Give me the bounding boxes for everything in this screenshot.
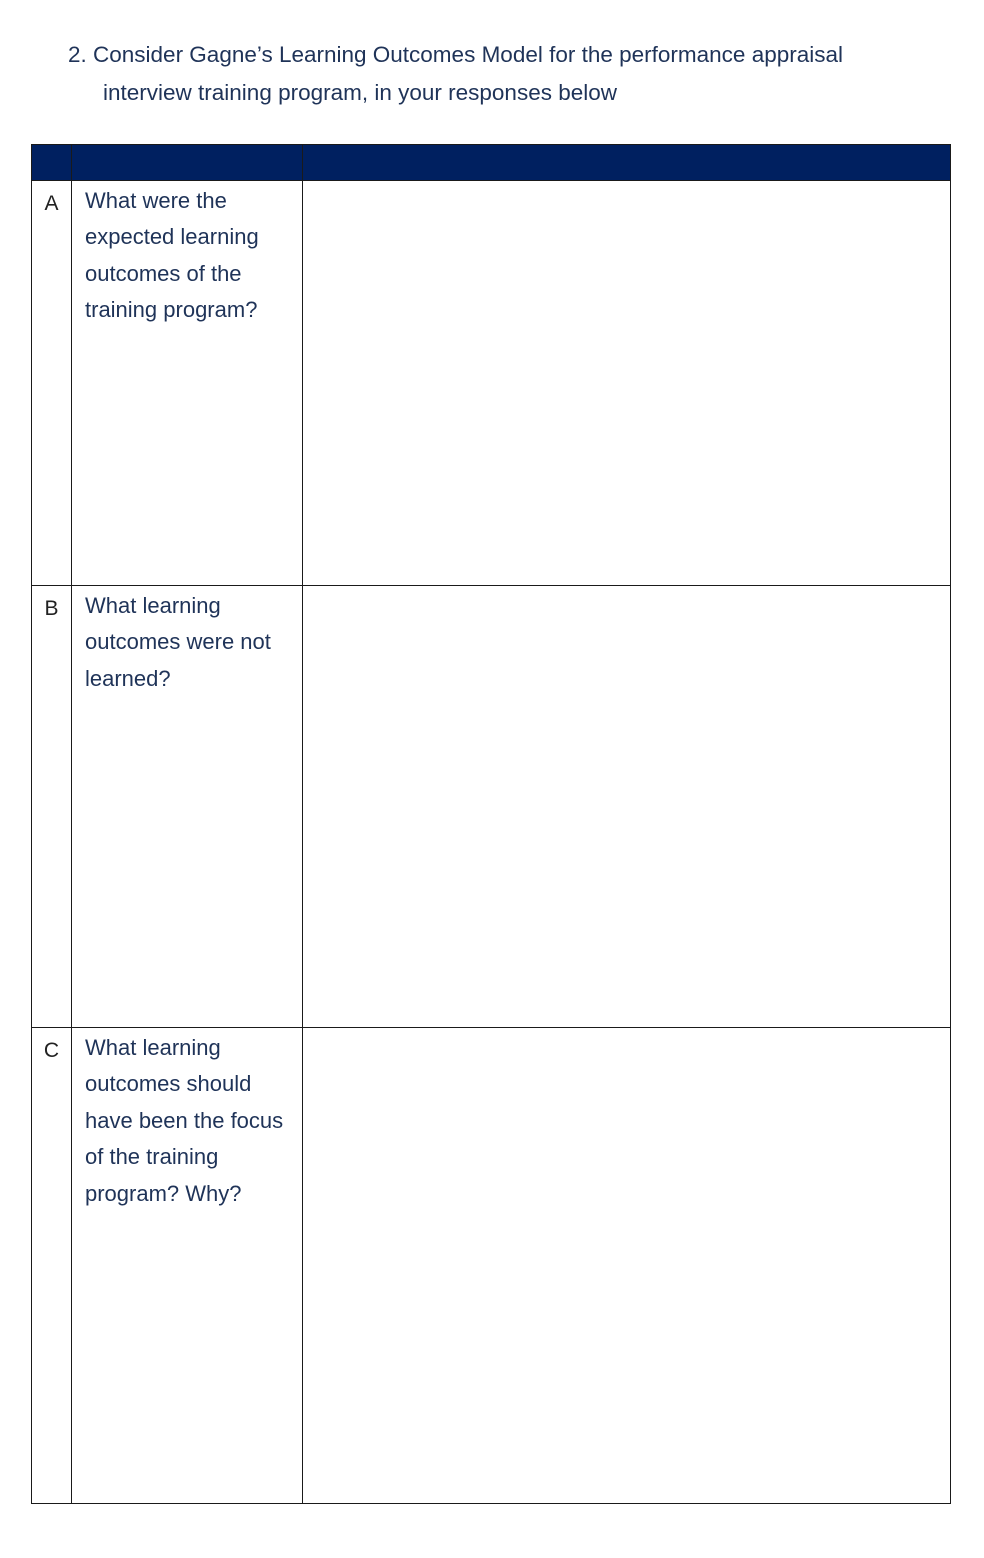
row-question: What were the expected learning outcomes of the training program? (72, 181, 303, 586)
row-question: What learning outcomes were not learned? (72, 586, 303, 1028)
answer-cell[interactable] (303, 586, 951, 1028)
header-cell-letter (32, 145, 72, 181)
table-row (32, 1028, 951, 1504)
row-question: What learning outcomes should have been the focus of the training program? Why? (72, 1028, 303, 1504)
question-line-2: interview training program, in your responses below (103, 80, 617, 105)
table-header-row (32, 145, 951, 181)
header-cell-question (72, 145, 303, 181)
answer-cell[interactable] (303, 1028, 951, 1504)
row-letter: B (32, 586, 72, 1028)
table-row (32, 181, 951, 586)
question-line-1: 2. Consider Gagne’s Learning Outcomes Model for the performance appraisal (68, 42, 844, 67)
table-row (32, 586, 951, 1028)
row-letter: A (32, 181, 72, 586)
row-letter: C (32, 1028, 72, 1504)
question-prompt (68, 36, 948, 112)
header-cell-answer (303, 145, 951, 181)
response-table (31, 144, 951, 1504)
answer-cell[interactable] (303, 181, 951, 586)
